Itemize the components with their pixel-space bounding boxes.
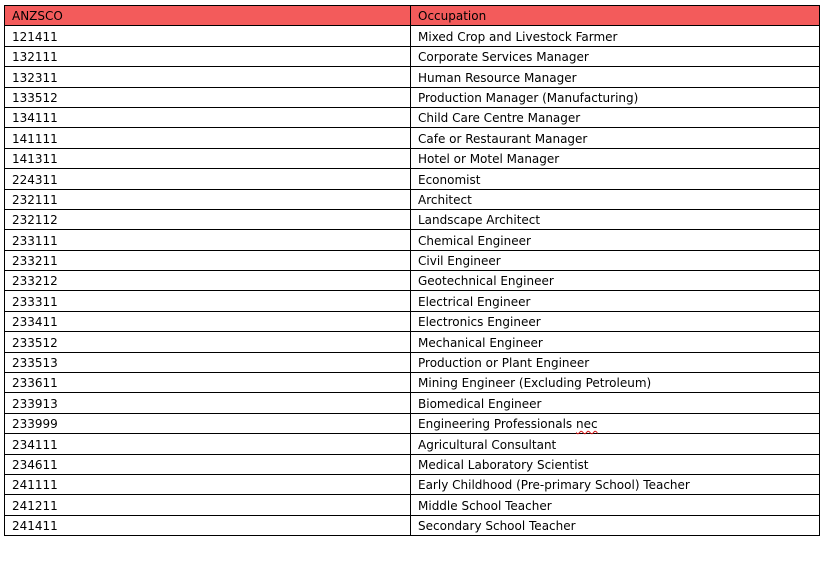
table-row bbox=[5, 148, 820, 168]
anzsco-code-cell: 241411 bbox=[5, 515, 411, 535]
occupation-cell: Early Childhood (Pre-primary School) Teacher bbox=[411, 474, 820, 494]
anzsco-code-cell: 132311 bbox=[5, 67, 411, 87]
table-row bbox=[5, 250, 820, 270]
anzsco-code-cell: 141111 bbox=[5, 128, 411, 148]
table-row bbox=[5, 230, 820, 250]
occupation-cell: Agricultural Consultant bbox=[411, 434, 820, 454]
occupation-cell: Biomedical Engineer bbox=[411, 393, 820, 413]
table-row bbox=[5, 311, 820, 331]
table-row bbox=[5, 169, 820, 189]
anzsco-code-cell: 241111 bbox=[5, 474, 411, 494]
occupation-cell: Mining Engineer (Excluding Petroleum) bbox=[411, 373, 820, 393]
occupation-cell: Geotechnical Engineer bbox=[411, 271, 820, 291]
anzsco-code-cell: 224311 bbox=[5, 169, 411, 189]
anzsco-code-cell: 233512 bbox=[5, 332, 411, 352]
table-row bbox=[5, 209, 820, 229]
occupation-cell: Middle School Teacher bbox=[411, 495, 820, 515]
table-row bbox=[5, 454, 820, 474]
occupation-cell: Production Manager (Manufacturing) bbox=[411, 87, 820, 107]
anzsco-code-cell: 232112 bbox=[5, 209, 411, 229]
anzsco-code-cell: 233611 bbox=[5, 373, 411, 393]
table-row bbox=[5, 413, 820, 433]
column-header-occupation: Occupation bbox=[411, 6, 820, 26]
occupation-cell: Hotel or Motel Manager bbox=[411, 148, 820, 168]
spellcheck-flagged-word: nec bbox=[576, 417, 598, 432]
occupation-cell: Electronics Engineer bbox=[411, 311, 820, 331]
table-row bbox=[5, 46, 820, 66]
occupation-cell: Chemical Engineer bbox=[411, 230, 820, 250]
occupation-cell: Corporate Services Manager bbox=[411, 46, 820, 66]
occupation-cell: Child Care Centre Manager bbox=[411, 107, 820, 127]
occupation-cell: Landscape Architect bbox=[411, 209, 820, 229]
anzsco-code-cell: 234611 bbox=[5, 454, 411, 474]
anzsco-code-cell: 233211 bbox=[5, 250, 411, 270]
occupation-table-container bbox=[4, 5, 820, 536]
anzsco-code-cell: 233111 bbox=[5, 230, 411, 250]
occupation-text: Engineering Professionals bbox=[418, 417, 573, 432]
table-row bbox=[5, 515, 820, 535]
table-row bbox=[5, 434, 820, 454]
table-row bbox=[5, 291, 820, 311]
anzsco-code-cell: 132111 bbox=[5, 46, 411, 66]
table-row bbox=[5, 474, 820, 494]
anzsco-code-cell: 241211 bbox=[5, 495, 411, 515]
anzsco-code-cell: 233513 bbox=[5, 352, 411, 372]
table-row bbox=[5, 495, 820, 515]
table-row bbox=[5, 128, 820, 148]
occupation-cell: Electrical Engineer bbox=[411, 291, 820, 311]
table-row bbox=[5, 87, 820, 107]
anzsco-code-cell: 234111 bbox=[5, 434, 411, 454]
occupation-cell: Mixed Crop and Livestock Farmer bbox=[411, 26, 820, 46]
occupation-cell: Economist bbox=[411, 169, 820, 189]
table-row bbox=[5, 189, 820, 209]
occupation-cell: Mechanical Engineer bbox=[411, 332, 820, 352]
anzsco-code-cell: 233913 bbox=[5, 393, 411, 413]
table-body bbox=[5, 26, 820, 536]
table-row bbox=[5, 26, 820, 46]
table-row bbox=[5, 393, 820, 413]
table-header-row bbox=[5, 6, 820, 26]
occupation-cell: Civil Engineer bbox=[411, 250, 820, 270]
occupation-table bbox=[4, 5, 820, 536]
anzsco-code-cell: 141311 bbox=[5, 148, 411, 168]
table-row bbox=[5, 107, 820, 127]
occupation-cell: Cafe or Restaurant Manager bbox=[411, 128, 820, 148]
table-row bbox=[5, 332, 820, 352]
column-header-anzsco: ANZSCO bbox=[5, 6, 411, 26]
anzsco-code-cell: 233411 bbox=[5, 311, 411, 331]
anzsco-code-cell: 134111 bbox=[5, 107, 411, 127]
anzsco-code-cell: 121411 bbox=[5, 26, 411, 46]
table-row bbox=[5, 352, 820, 372]
anzsco-code-cell: 233999 bbox=[5, 413, 411, 433]
table-row bbox=[5, 373, 820, 393]
occupation-cell: Medical Laboratory Scientist bbox=[411, 454, 820, 474]
anzsco-code-cell: 233311 bbox=[5, 291, 411, 311]
occupation-cell bbox=[411, 413, 820, 433]
anzsco-code-cell: 133512 bbox=[5, 87, 411, 107]
occupation-cell: Architect bbox=[411, 189, 820, 209]
anzsco-code-cell: 232111 bbox=[5, 189, 411, 209]
occupation-cell: Production or Plant Engineer bbox=[411, 352, 820, 372]
occupation-cell: Human Resource Manager bbox=[411, 67, 820, 87]
table-row bbox=[5, 67, 820, 87]
occupation-cell: Secondary School Teacher bbox=[411, 515, 820, 535]
anzsco-code-cell: 233212 bbox=[5, 271, 411, 291]
table-row bbox=[5, 271, 820, 291]
